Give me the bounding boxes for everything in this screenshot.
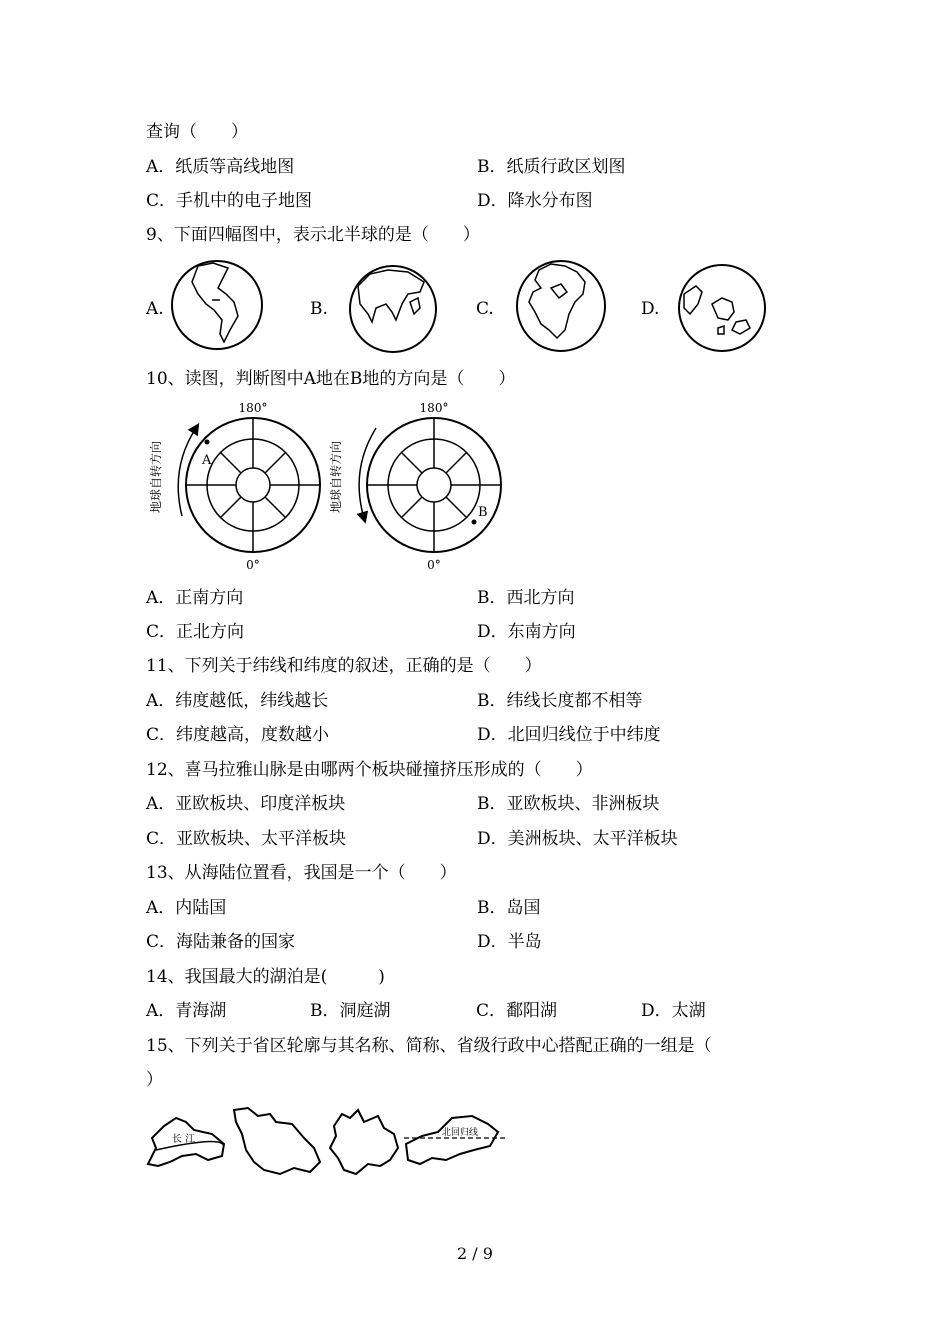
left-rotation-label: 地球自转方向	[149, 440, 163, 513]
q11-option-d: D．北回归线位于中纬度	[477, 725, 661, 745]
q15-stem-line2: ）	[146, 1070, 163, 1090]
polar-view-figure	[140, 398, 520, 574]
q11-option-c: C．纬度越高，度数越小	[146, 725, 330, 745]
q8-option-b: B．纸质行政区划图	[477, 157, 626, 177]
q14-stem: 14、我国最大的湖泊是( )	[146, 967, 385, 987]
q8-stem-tail: 查询（ ）	[146, 122, 248, 142]
q9-label-a: A.	[146, 299, 164, 319]
q13-option-d: D．半岛	[477, 932, 542, 952]
q9-label-d: D.	[641, 299, 660, 319]
globe-c-figure	[511, 258, 609, 354]
right-top-label: 180°	[419, 401, 449, 415]
province-outlines-figure	[142, 1104, 510, 1178]
point-a-label: A	[202, 453, 212, 468]
q12-option-a: A．亚欧板块、印度洋板块	[146, 794, 346, 814]
left-bottom-label: 0°	[246, 558, 260, 572]
q10-stem: 10、读图，判断图中A地在B地的方向是（ ）	[146, 369, 516, 389]
q8-option-d: D．降水分布图	[477, 191, 593, 211]
q14-option-a: A．青海湖	[146, 1001, 227, 1021]
globe-b-figure	[348, 264, 440, 356]
q15-stem-line1: 15、下列关于省区轮廓与其名称、简称、省级行政中心搭配正确的一组是（	[146, 1036, 712, 1056]
province-outline-3	[330, 1110, 398, 1174]
q14-option-b: B．洞庭湖	[310, 1001, 391, 1021]
q11-option-b: B．纬线长度都不相等	[477, 691, 643, 711]
right-rotation-label: 地球自转方向	[329, 440, 343, 513]
tropic-label: 北回归线	[442, 1128, 479, 1138]
province-outline-4	[406, 1116, 498, 1164]
q8-option-c: C．手机中的电子地图	[146, 191, 313, 211]
left-top-label: 180°	[238, 401, 268, 415]
point-b-label: B	[478, 505, 488, 520]
q11-option-a: A．纬度越低，纬线越长	[146, 691, 329, 711]
q10-option-b: B．西北方向	[477, 588, 575, 608]
q10-option-c: C．正北方向	[146, 622, 245, 642]
q9-stem: 9、下面四幅图中，表示北半球的是（ ）	[146, 225, 480, 245]
q12-stem: 12、喜马拉雅山脉是由哪两个板块碰撞挤压形成的（ ）	[146, 760, 593, 780]
q12-option-b: B．亚欧板块、非洲板块	[477, 794, 660, 814]
q9-label-c: C.	[476, 299, 494, 319]
globe-a-figure	[168, 258, 268, 354]
river-label: 长 江	[172, 1134, 196, 1145]
right-polar-disc	[359, 418, 501, 552]
q14-option-d: D．太湖	[641, 1001, 706, 1021]
q8-option-a: A．纸质等高线地图	[146, 157, 295, 177]
q10-option-a: A．正南方向	[146, 588, 244, 608]
q13-stem: 13、从海陆位置看，我国是一个（ ）	[146, 863, 457, 883]
q11-stem: 11、下列关于纬线和纬度的叙述，正确的是（ ）	[146, 656, 542, 676]
q13-option-b: B．岛国	[477, 898, 541, 918]
page-number: 2 / 9	[457, 1244, 493, 1263]
province-outline-2	[234, 1108, 320, 1174]
q13-option-c: C．海陆兼备的国家	[146, 932, 296, 952]
q13-option-a: A．内陆国	[146, 898, 227, 918]
q9-label-b: B.	[310, 299, 328, 319]
q10-option-d: D．东南方向	[477, 622, 576, 642]
q12-option-c: C．亚欧板块、太平洋板块	[146, 829, 347, 849]
q14-option-c: C．鄱阳湖	[476, 1001, 558, 1021]
right-bottom-label: 0°	[427, 558, 441, 572]
globe-d-figure	[676, 264, 768, 356]
q12-option-d: D．美洲板块、太平洋板块	[477, 829, 678, 849]
left-polar-disc	[178, 418, 320, 552]
